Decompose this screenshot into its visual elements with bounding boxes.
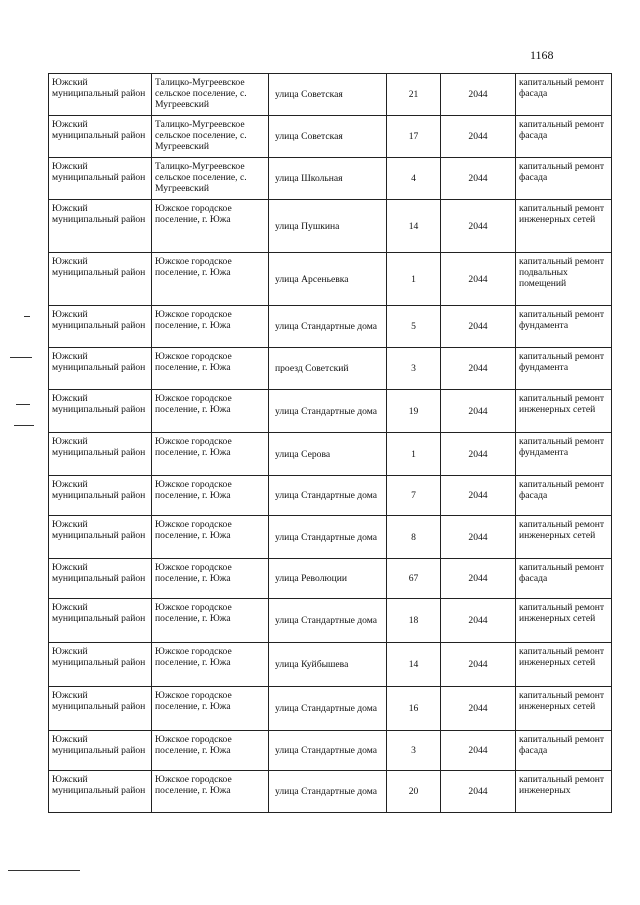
street-cell: улица Стандартные дома (269, 390, 387, 433)
settlement-cell: Южское городское поселение, г. Южа (152, 687, 269, 731)
work-type-cell: капитальный ремонт фундамента (516, 433, 612, 476)
house-number-cell: 14 (387, 643, 441, 687)
work-type-cell: капитальный ремонт фундамента (516, 348, 612, 390)
house-number-cell: 16 (387, 687, 441, 731)
page-number: 1168 (530, 48, 554, 62)
house-number-cell: 7 (387, 476, 441, 516)
table-row (49, 731, 612, 771)
settlement-cell: Южское городское поселение, г. Южа (152, 643, 269, 687)
house-number-cell: 3 (387, 348, 441, 390)
street-cell: улица Советская (269, 74, 387, 116)
district-cell: Южский муниципальный район (49, 390, 152, 433)
year-cell: 2044 (441, 116, 516, 158)
table-row (49, 306, 612, 348)
work-type-cell: капитальный ремонт фасада (516, 158, 612, 200)
table-row (49, 200, 612, 253)
margin-mark (16, 404, 30, 405)
work-type-cell: капитальный ремонт подвальных помещений (516, 253, 612, 306)
year-cell: 2044 (441, 643, 516, 687)
year-cell: 2044 (441, 559, 516, 599)
settlement-cell: Южское городское поселение, г. Южа (152, 390, 269, 433)
work-type-cell: капитальный ремонт фасада (516, 116, 612, 158)
year-cell: 2044 (441, 476, 516, 516)
house-number-cell: 14 (387, 200, 441, 253)
district-cell: Южский муниципальный район (49, 771, 152, 813)
table-row (49, 559, 612, 599)
year-cell: 2044 (441, 731, 516, 771)
settlement-cell: Южское городское поселение, г. Южа (152, 559, 269, 599)
table-row (49, 476, 612, 516)
work-type-cell: капитальный ремонт инженерных сетей (516, 390, 612, 433)
year-cell: 2044 (441, 253, 516, 306)
year-cell: 2044 (441, 687, 516, 731)
street-cell: улица Школьная (269, 158, 387, 200)
work-type-cell: капитальный ремонт инженерных сетей (516, 643, 612, 687)
street-cell: улица Стандартные дома (269, 731, 387, 771)
district-cell: Южский муниципальный район (49, 687, 152, 731)
street-cell: улица Куйбышева (269, 643, 387, 687)
house-number-cell: 8 (387, 516, 441, 559)
work-type-cell: капитальный ремонт фасада (516, 74, 612, 116)
settlement-cell: Южское городское поселение, г. Южа (152, 599, 269, 643)
year-cell: 2044 (441, 516, 516, 559)
margin-mark (24, 316, 30, 317)
street-cell: улица Стандартные дома (269, 516, 387, 559)
settlement-cell: Южское городское поселение, г. Южа (152, 516, 269, 559)
house-number-cell: 17 (387, 116, 441, 158)
work-type-cell: капитальный ремонт инженерных сетей (516, 599, 612, 643)
house-number-cell: 67 (387, 559, 441, 599)
year-cell: 2044 (441, 433, 516, 476)
district-cell: Южский муниципальный район (49, 158, 152, 200)
house-number-cell: 19 (387, 390, 441, 433)
year-cell: 2044 (441, 74, 516, 116)
table-row (49, 599, 612, 643)
margin-mark (10, 357, 32, 358)
street-cell: улица Серова (269, 433, 387, 476)
district-cell: Южский муниципальный район (49, 559, 152, 599)
settlement-cell: Южское городское поселение, г. Южа (152, 433, 269, 476)
table-row (49, 348, 612, 390)
year-cell: 2044 (441, 200, 516, 253)
street-cell: улица Стандартные дома (269, 771, 387, 813)
settlement-cell: Талицко-Мугреевское сельское поселение, с. Мугреевский (152, 158, 269, 200)
work-type-cell: капитальный ремонт инженерных сетей (516, 516, 612, 559)
house-number-cell: 5 (387, 306, 441, 348)
settlement-cell: Южское городское поселение, г. Южа (152, 253, 269, 306)
year-cell: 2044 (441, 306, 516, 348)
work-type-cell: капитальный ремонт фасада (516, 476, 612, 516)
footnote-separator (8, 870, 80, 871)
table-row (49, 74, 612, 116)
table-row (49, 433, 612, 476)
settlement-cell: Талицко-Мугреевское сельское поселение, с. Мугреевский (152, 116, 269, 158)
district-cell: Южский муниципальный район (49, 200, 152, 253)
settlement-cell: Южское городское поселение, г. Южа (152, 476, 269, 516)
district-cell: Южский муниципальный район (49, 643, 152, 687)
year-cell: 2044 (441, 390, 516, 433)
settlement-cell: Южское городское поселение, г. Южа (152, 348, 269, 390)
work-type-cell: капитальный ремонт инженерных сетей (516, 200, 612, 253)
table-row (49, 516, 612, 559)
house-number-cell: 1 (387, 433, 441, 476)
street-cell: улица Советская (269, 116, 387, 158)
street-cell: улица Арсеньевка (269, 253, 387, 306)
district-cell: Южский муниципальный район (49, 116, 152, 158)
table-row (49, 643, 612, 687)
margin-mark (14, 425, 34, 426)
table-row (49, 390, 612, 433)
table-row (49, 116, 612, 158)
district-cell: Южский муниципальный район (49, 433, 152, 476)
year-cell: 2044 (441, 158, 516, 200)
table-row (49, 253, 612, 306)
work-type-cell: капитальный ремонт инженерных сетей (516, 687, 612, 731)
table-row (49, 158, 612, 200)
street-cell: улица Стандартные дома (269, 306, 387, 348)
street-cell: улица Революции (269, 559, 387, 599)
house-number-cell: 3 (387, 731, 441, 771)
year-cell: 2044 (441, 771, 516, 813)
settlement-cell: Талицко-Мугреевское сельское поселение, с. Мугреевский (152, 74, 269, 116)
district-cell: Южский муниципальный район (49, 306, 152, 348)
work-type-cell: капитальный ремонт фасада (516, 559, 612, 599)
district-cell: Южский муниципальный район (49, 731, 152, 771)
house-number-cell: 18 (387, 599, 441, 643)
table-row (49, 771, 612, 813)
district-cell: Южский муниципальный район (49, 516, 152, 559)
district-cell: Южский муниципальный район (49, 476, 152, 516)
table-body (49, 74, 612, 813)
house-number-cell: 4 (387, 158, 441, 200)
settlement-cell: Южское городское поселение, г. Южа (152, 771, 269, 813)
settlement-cell: Южское городское поселение, г. Южа (152, 731, 269, 771)
district-cell: Южский муниципальный район (49, 348, 152, 390)
work-type-cell: капитальный ремонт фундамента (516, 306, 612, 348)
work-type-cell: капитальный ремонт инженерных (516, 771, 612, 813)
settlement-cell: Южское городское поселение, г. Южа (152, 200, 269, 253)
house-number-cell: 1 (387, 253, 441, 306)
street-cell: улица Стандартные дома (269, 599, 387, 643)
settlement-cell: Южское городское поселение, г. Южа (152, 306, 269, 348)
year-cell: 2044 (441, 599, 516, 643)
house-number-cell: 21 (387, 74, 441, 116)
street-cell: улица Пушкина (269, 200, 387, 253)
district-cell: Южский муниципальный район (49, 74, 152, 116)
work-type-cell: капитальный ремонт фасада (516, 731, 612, 771)
house-number-cell: 20 (387, 771, 441, 813)
district-cell: Южский муниципальный район (49, 599, 152, 643)
street-cell: проезд Советский (269, 348, 387, 390)
year-cell: 2044 (441, 348, 516, 390)
street-cell: улица Стандартные дома (269, 687, 387, 731)
repair-schedule-table (48, 73, 612, 813)
table-row (49, 687, 612, 731)
district-cell: Южский муниципальный район (49, 253, 152, 306)
street-cell: улица Стандартные дома (269, 476, 387, 516)
